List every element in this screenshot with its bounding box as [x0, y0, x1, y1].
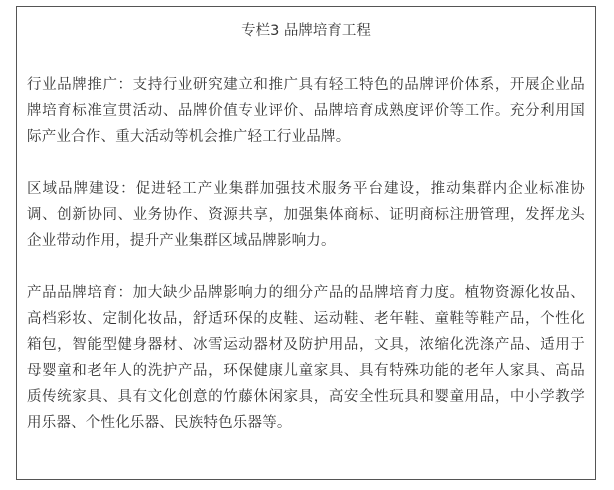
column-box	[16, 6, 596, 480]
paragraph-product-brand-cultivation: 产品品牌培育：加大缺少品牌影响力的细分产品的品牌培育力度。植物资源化妆品、高档彩妆、定制化妆品，舒适环保的皮鞋、运动鞋、老年鞋、童鞋等鞋产品，个性化箱包，智能型健身器材、冰雪运动器材及防护用品，文具，浓缩化洗涤产品、适用于母婴童和老年人的洗护产品，环保健康儿童家具、具有特殊功能的老年人家具、高品质传统家具、具有文化创意的竹藤休闲家具，高安全性玩具和婴童用品，中小学教学用乐器、个性化乐器、民族特色乐器等。	[27, 285, 585, 431]
paragraph-industry-brand-promotion: 行业品牌推广：支持行业研究建立和推广具有轻工特色的品牌评价体系，开展企业品牌培育标准宣贯活动、品牌价值专业评价、品牌培育成熟度评价等工作。充分利用国际产业合作、重大活动等机会推广轻工行业品牌。	[27, 77, 585, 145]
column-title: 专栏3 品牌培育工程	[241, 23, 371, 39]
paragraph-regional-brand-building: 区域品牌建设：促进轻工产业集群加强技术服务平台建设，推动集群内企业标准协调、创新协同、业务协作、资源共享，加强集体商标、证明商标注册管理，发挥龙头企业带动作用，提升产业集群区域品牌影响力。	[27, 181, 585, 249]
